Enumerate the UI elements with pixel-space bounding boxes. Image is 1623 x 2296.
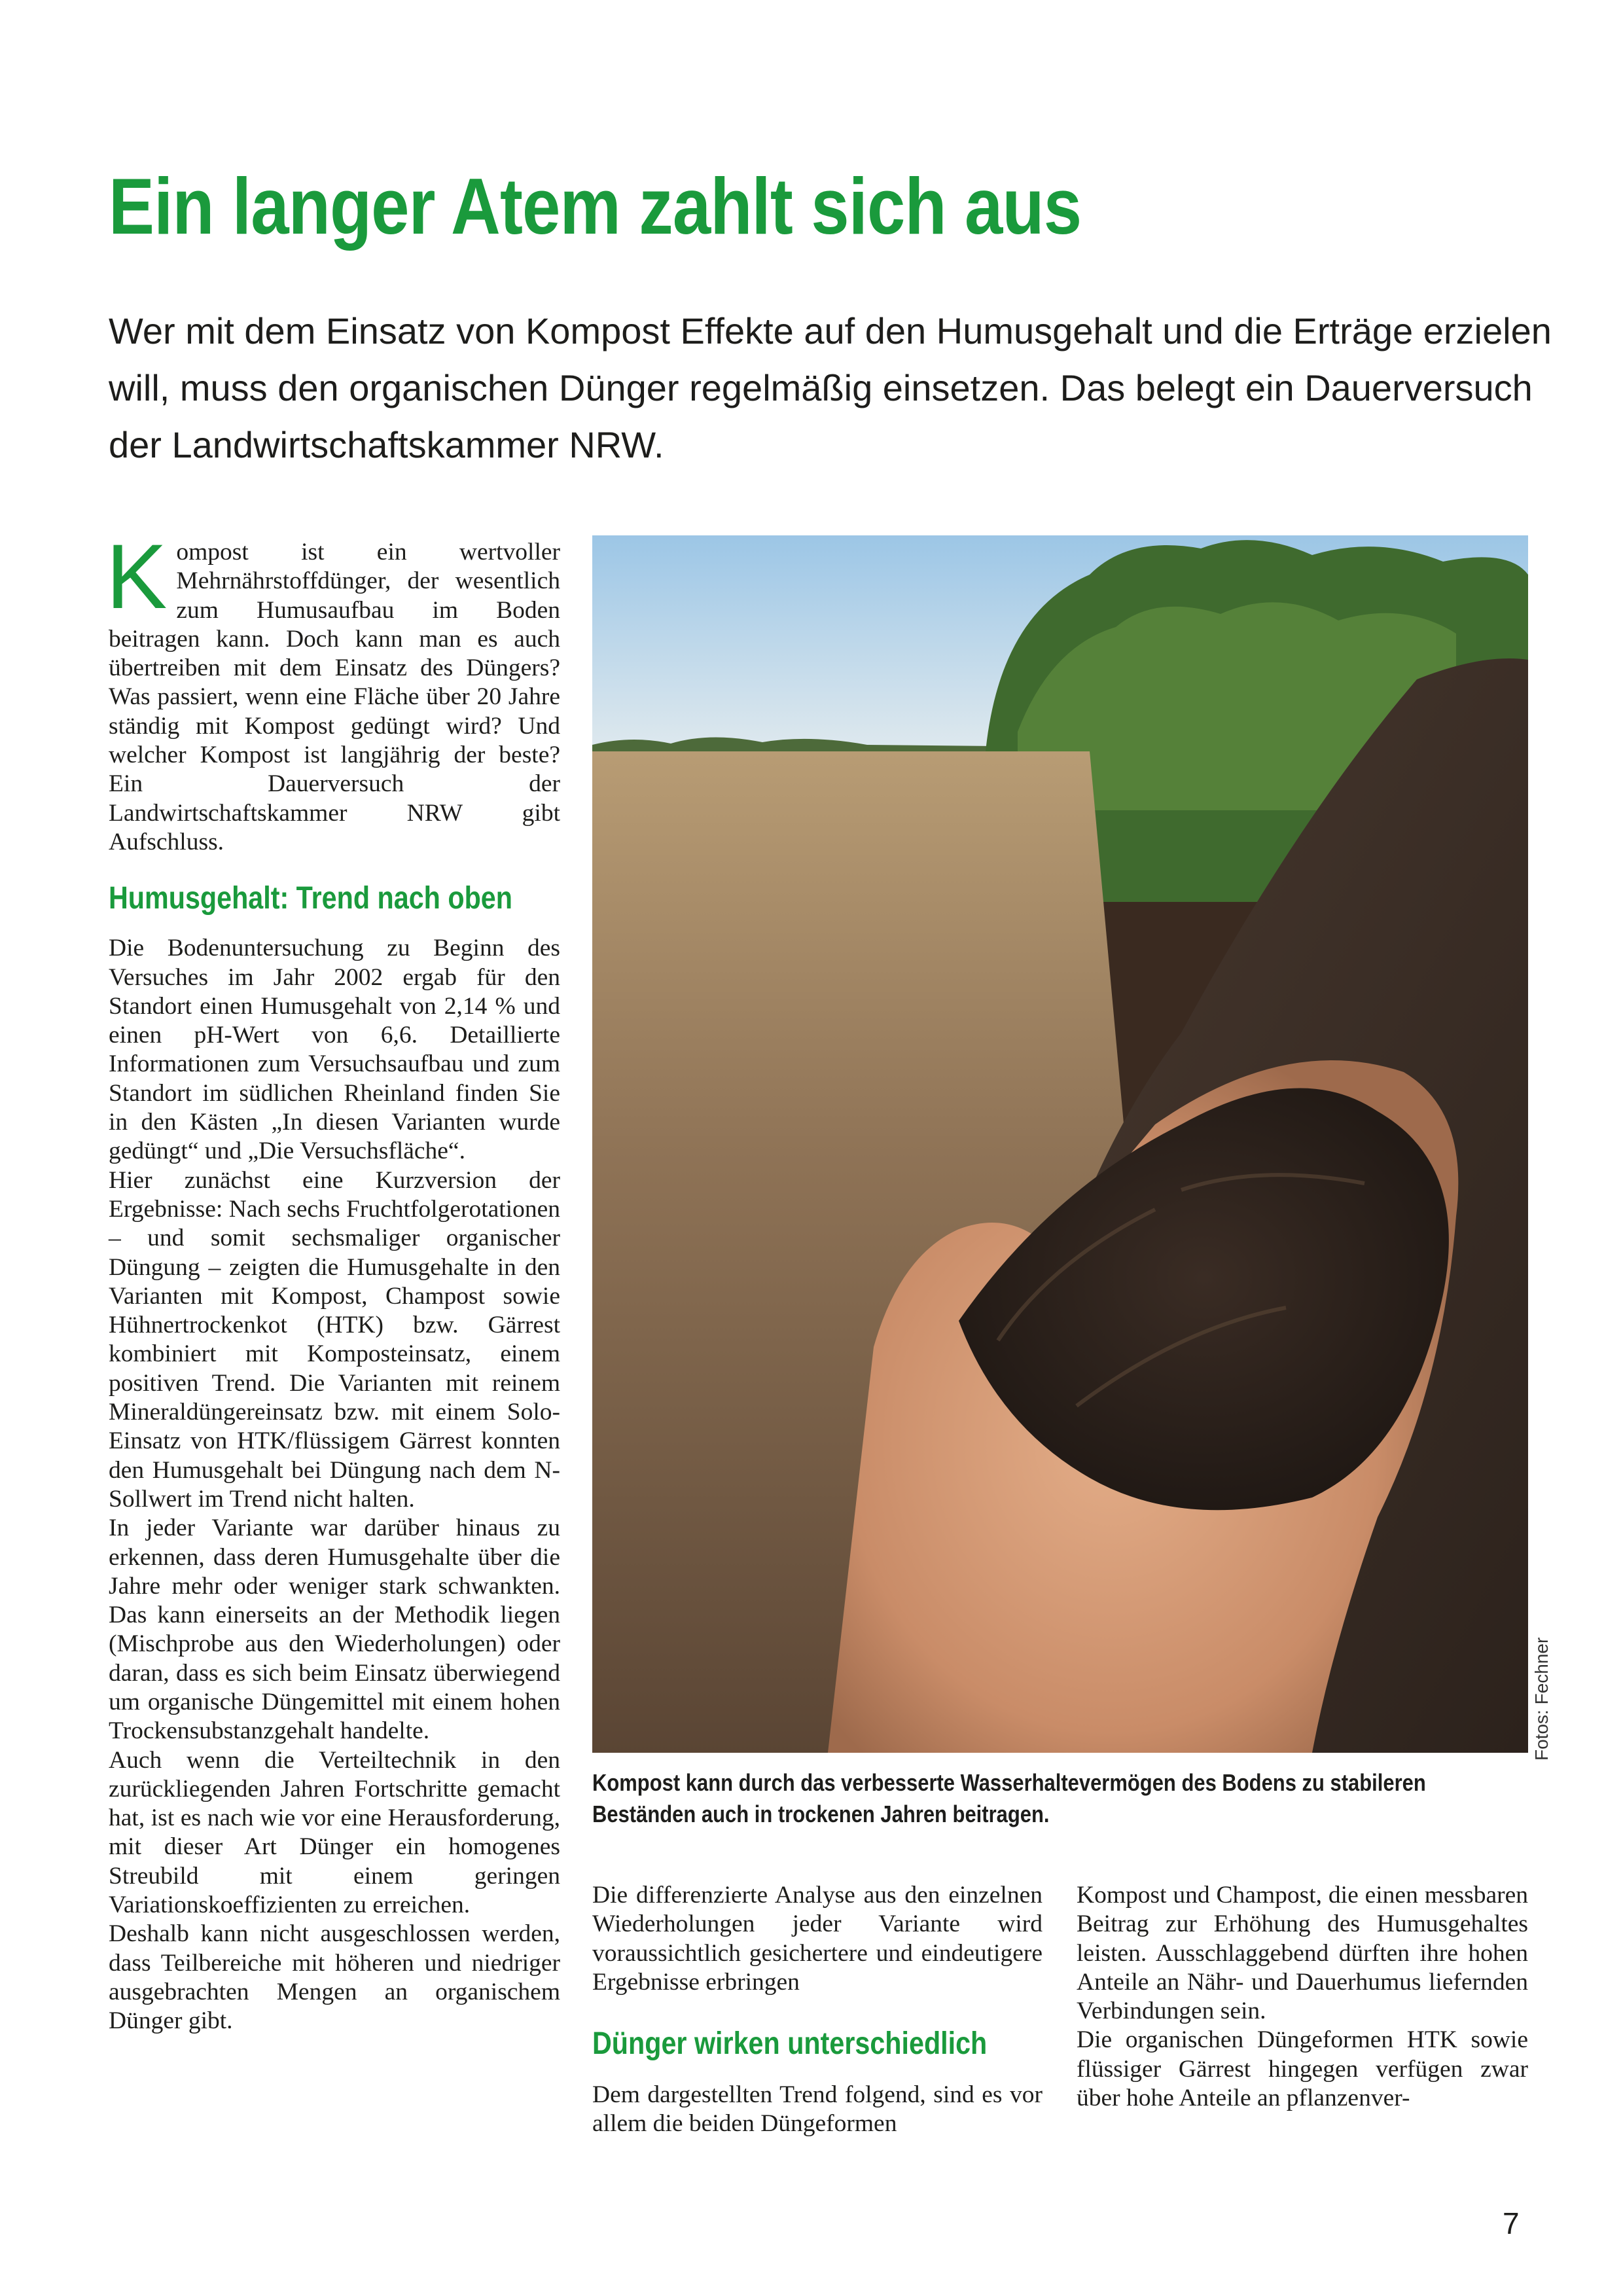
page-number: 7 xyxy=(1503,2206,1520,2240)
body-paragraph: Kompost und Champost, die einen messbaren Beitrag zur Erhöhung des Humusgehaltes leisten. Ausschlaggebend dürften ihre hohen Anteile an Nähr- und Dauerhumus liefernden Verbindungen sein. xyxy=(1077,1882,1528,2025)
intro-text: ompost ist ein wertvoller Mehrnährstoffdünger, der wesentlich zum Humusaufbau im Boden beitragen kann. Doch kann man es auch übertreiben mit dem Einsatz des Düngers? Was passiert, wenn eine Fläche über 20 Jahre ständig mit Kompost gedüngt wird? Und welcher Kompost ist langjährig der beste? Ein Dauerversuch der Landwirtschaftskammer NRW gibt Aufschluss. xyxy=(109,539,560,855)
body-paragraph: Die differenzierte Analyse aus den einzelnen Wiederholungen jeder Variante wird voraussichtlich gesichertere und eindeutigere Ergebnisse erbringen xyxy=(592,1882,1043,1996)
compost-in-hand-illustration xyxy=(592,535,1528,1753)
column-2 xyxy=(592,1881,1043,2139)
dropcap: K xyxy=(106,525,168,628)
article-lead: Wer mit dem Einsatz von Kompost Effekte auf den Humusgehalt und die Erträge erzielen will, muss den organischen Dünger regelmäßig einsetzen. Das belegt ein Dauerversuch der Landwirtschaftskammer NRW. xyxy=(109,310,1552,465)
body-paragraph: Die Bodenuntersuchung zu Beginn des Versuches im Jahr 2002 ergab für den Standort einen Humusgehalt von 2,14 % und einen pH-Wert von 6,6. Detaillierte Informationen zum Versuchsaufbau und zum Standort im südlichen Rheinland finden Sie in den Kästen „In diesen Varianten wurde gedüngt“ und „Die Versuchsfläche“. xyxy=(109,935,560,1165)
photo-credit: Fotos: Fechner xyxy=(1531,1637,1552,1761)
body-paragraph: Die organischen Düngeformen HTK sowie flüssiger Gärrest hingegen verfügen zwar über hohe Anteile an pflanzenver- xyxy=(1077,2026,1528,2112)
section-heading-humusgehalt: Humusgehalt: Trend nach oben xyxy=(109,881,512,916)
body-paragraph: Auch wenn die Verteiltechnik in den zurückliegenden Jahren Fortschritte gemacht hat, ist es nach wie vor eine Herausforderung, mit dieser Art Dünger ein homogenes Streubild mit einem geringen Variationskoeffizienten zu erreichen. xyxy=(109,1746,560,1919)
body-paragraph: Dem dargestellten Trend folgend, sind es vor allem die beiden Düngeformen xyxy=(592,2081,1043,2138)
compost-photo xyxy=(592,535,1528,1753)
column-1 xyxy=(106,525,560,2036)
article-title: Ein langer Atem zahlt sich aus xyxy=(109,162,1082,251)
intro-paragraph xyxy=(106,525,560,857)
body-paragraph: Hier zunächst eine Kurzversion der Ergebnisse: Nach sechs Fruchtfolgerotationen – und somit sechsmaliger organischer Düngung – zeigten die Humusgehalte in den Varianten mit Kompost, Champost sowie Hühnertrockenkot (HTK) bzw. Gärrest kombiniert mit Komposteinsatz, einem positiven Trend. Die Varianten mit reinem Mineraldüngereinsatz bzw. mit einem Solo-Einsatz von HTK/flüssigem Gärrest konnten den Humusgehalt bei Düngung nach dem N-Sollwert im Trend nicht halten. xyxy=(109,1166,560,1513)
body-paragraph: Deshalb kann nicht ausgeschlossen werden, dass Teilbereiche mit höheren und niedriger ausgebrachten Mengen an organischem Dünger gibt. xyxy=(109,1920,560,2035)
photo-caption: Kompost kann durch das verbesserte Wasserhaltevermögen des Bodens zu stabileren Beständen auch in trockenen Jahren beitragen. xyxy=(592,1769,1426,1827)
column-3 xyxy=(1077,1881,1528,2113)
body-paragraph: In jeder Variante war darüber hinaus zu erkennen, dass deren Humusgehalte über die Jahre mehr oder weniger stark schwankten. Das kann einerseits an der Methodik liegen (Mischprobe aus den Wiederholungen) oder daran, dass es sich beim Einsatz überwiegend um organische Düngemittel mit einem hohen Trockensubstanzgehalt handelte. xyxy=(109,1515,560,1745)
section-heading-duenger: Dünger wirken unterschiedlich xyxy=(592,2026,988,2062)
